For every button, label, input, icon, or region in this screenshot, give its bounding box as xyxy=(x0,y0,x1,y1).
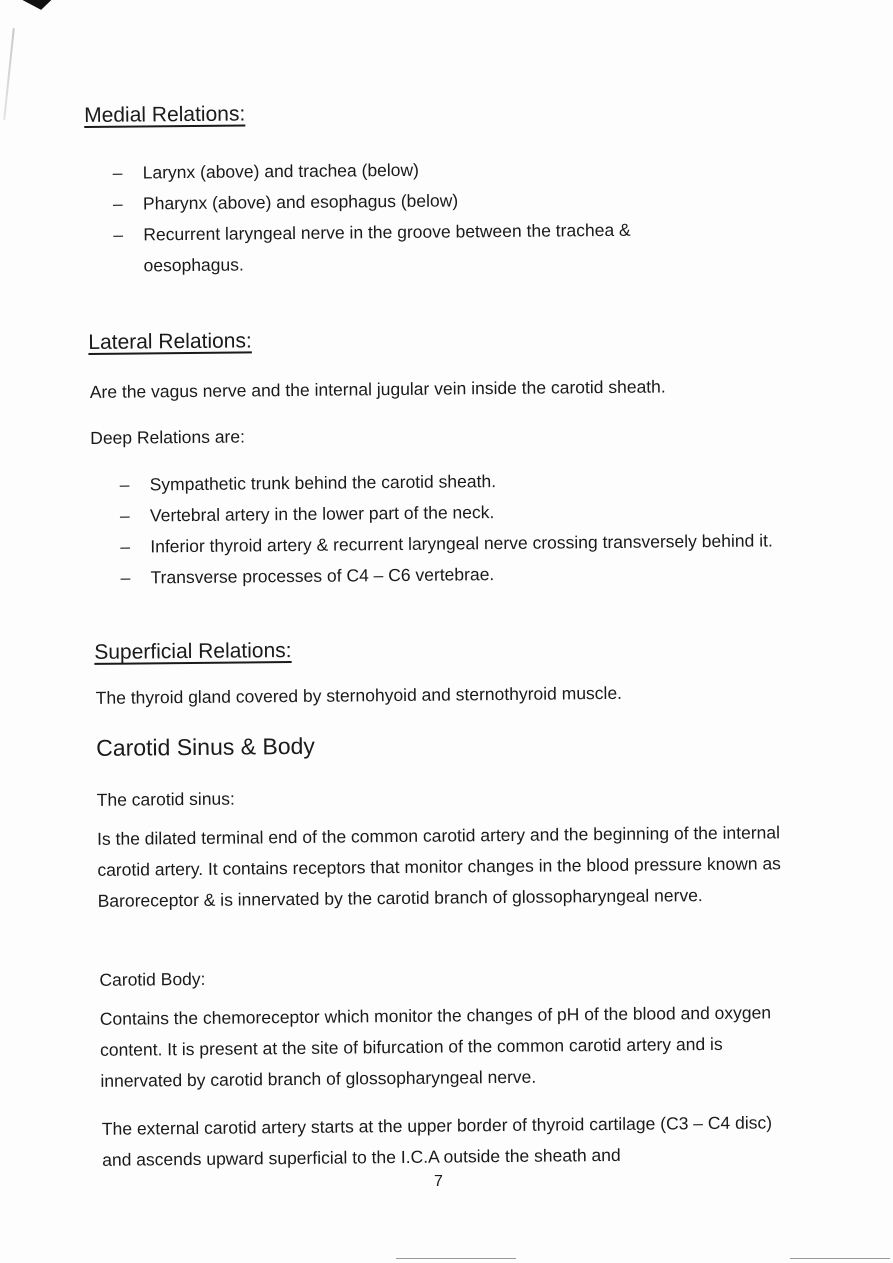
lateral-relations-heading: Lateral Relations: xyxy=(88,329,252,354)
scan-corner-mark xyxy=(17,0,63,13)
carotid-body-text: Contains the chemoreceptor which monitor the changes of pH of the blood and oxygen content. It is present at the site of bifurcation of the common carotid artery and is innervated by carotid branch of glossopharyngeal nerve. xyxy=(99,1002,772,1091)
deep-relations-list xyxy=(120,463,811,594)
list-item: – Recurrent laryngeal nerve in the groove between the trachea & oesophagus. xyxy=(113,214,714,282)
page-number: 7 xyxy=(434,1173,443,1190)
lateral-relations-text: Are the vagus nerve and the internal jugular vein inside the carotid sheath. xyxy=(89,376,666,402)
superficial-relations-text: The thyroid gland covered by sternohyoid and sternothyroid muscle. xyxy=(95,682,623,708)
list-item: – Larynx (above) and trachea (below) xyxy=(113,151,783,188)
scan-edge-mark xyxy=(3,28,15,120)
medial-relations-list xyxy=(113,151,784,281)
list-item: – Vertebral artery in the lower part of the neck. xyxy=(120,494,790,531)
carotid-body-label: Carotid Body: xyxy=(99,968,206,990)
medial-relations-heading: Medial Relations: xyxy=(84,102,246,127)
carotid-sinus-label: The carotid sinus: xyxy=(96,788,235,810)
external-carotid-text: The external carotid artery starts at the upper border of thyroid cartilage (C3 – C4 disc) and ascends upward superficial to the I.C.A outside the sheath and xyxy=(101,1112,773,1170)
list-item: – Transverse processes of C4 – C6 vertebrae. xyxy=(120,556,790,593)
scan-bottom-line xyxy=(396,1258,516,1259)
list-item: – Sympathetic trunk behind the carotid sheath. xyxy=(120,463,790,500)
carotid-sinus-text: Is the dilated terminal end of the common carotid artery and the beginning of the internal carotid artery. It contains receptors that monitor changes in the blood pressure known as Baroreceptor & is innervated by the carotid branch of glossopharyngeal nerve. xyxy=(96,822,781,911)
carotid-section-title: Carotid Sinus & Body xyxy=(96,732,315,761)
list-item: – Inferior thyroid artery & recurrent laryngeal nerve crossing transversely behind it. xyxy=(120,525,810,563)
superficial-relations-heading: Superficial Relations: xyxy=(94,639,292,664)
scan-bottom-line xyxy=(790,1258,890,1259)
deep-relations-intro: Deep Relations are: xyxy=(90,426,246,448)
list-item: – Pharynx (above) and esophagus (below) xyxy=(113,182,783,219)
